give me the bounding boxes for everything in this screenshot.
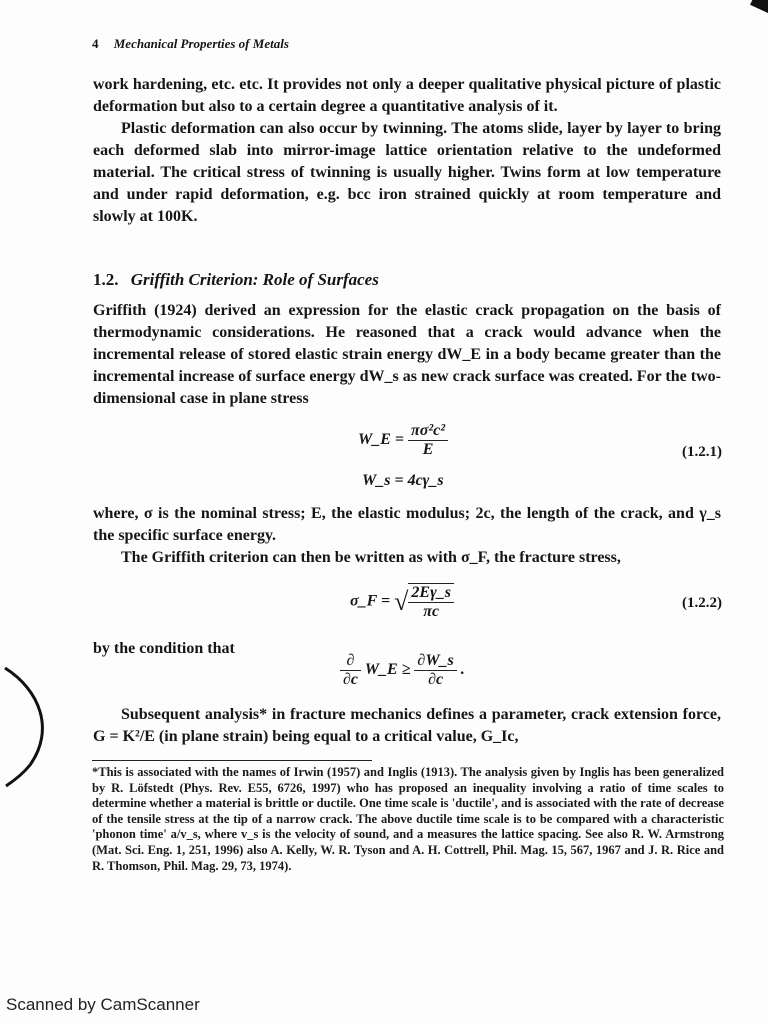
body-text-condition (93, 638, 343, 660)
eq1-numerator: πσ²c² (408, 422, 448, 441)
section-title: Griffith Criterion: Role of Surfaces (130, 270, 379, 289)
eq2-fraction (408, 583, 454, 621)
equation-ws: W_s = 4cγ_s (362, 472, 444, 489)
equation-number-2: (1.2.2) (682, 595, 722, 611)
running-head (92, 36, 289, 52)
paragraph-work-hardening: work hardening, etc. etc. It provides not only a deeper qualitative physical picture of plastic deformation but also to a certain degree a quantitative analysis of it. (93, 76, 721, 115)
eq2-denominator: πc (423, 603, 440, 620)
body-text-top (93, 74, 721, 228)
scanner-watermark: Scanned by CamScanner (6, 995, 200, 1014)
equation-number-1: (1.2.1) (682, 444, 722, 460)
paragraph-condition: by the condition that (93, 640, 235, 657)
eq3-tail: . (460, 661, 465, 679)
body-text-griffith (93, 300, 721, 410)
equation-inequality (340, 652, 465, 689)
section-heading (93, 270, 379, 290)
eq1-denominator: E (422, 441, 434, 458)
paragraph-griffith: Griffith (1924) derived an expression for the elastic crack propagation on the basis of thermodynamic considerations. He reasoned that a crack would advance when the incremental release of stored elastic strain energy dW_E in a body became greater than the incremental increase of surface energy dW_s as new crack surface was created. For the two-dimensional case in plane stress (93, 302, 721, 407)
eq1-fraction (408, 422, 448, 459)
eq3-derivative-left (340, 652, 361, 689)
equation-we (358, 422, 448, 459)
paragraph-subsequent: Subsequent analysis* in fracture mechanics defines a parameter, crack extension force, G = K²/E (in plane strain) being equal to a critical value, G_Ic, (93, 706, 721, 745)
eq3-derivative-right (414, 652, 456, 689)
eq2-numerator: 2Eγ_s (408, 584, 454, 603)
sqrt-sign: √ (394, 587, 409, 616)
eq3-right-num: ∂W_s (414, 652, 456, 671)
section-number: 1.2. (93, 270, 119, 289)
page-number: 4 (92, 36, 99, 51)
eq2-lhs: σ_F = (350, 592, 391, 610)
paragraph-where: where, σ is the nominal stress; E, the elastic modulus; 2c, the length of the crack, and γ_s the specific surface energy. (93, 505, 721, 544)
eq3-right-den: ∂c (428, 671, 444, 688)
body-text-where (93, 503, 721, 569)
body-text-subsequent (93, 704, 721, 748)
binding-curve-mark (0, 660, 60, 790)
running-head-title: Mechanical Properties of Metals (113, 36, 289, 51)
equation-sigma-f (350, 583, 454, 621)
footnote: *This is associated with the names of Irwin (1957) and Inglis (1913). The analysis given by Inglis has been generalized by R. Löfstedt (Phys. Rev. E55, 6726, 1997) who has proposed an inequality involving a ratio of time scales to determine whether a material is brittle or ductile. One time scale is 'ductile', and is associated with the rate of decrease of the tensile stress at the tip of a narrow crack. The above ductile time scale is to be compared with a characteristic 'phonon time' a/v_s, where v_s is the velocity of sound, and a measures the lattice spacing. See also R. W. Armstrong (Mat. Sci. Eng. 1, 251, 1996) also A. Kelly, W. R. Tyson and A. H. Cottrell, Phil. Mag. 15, 567, 1967 and J. R. Rice and R. Thomson, Phil. Mag. 29, 73, 1974). (92, 765, 724, 873)
footnote-rule (92, 760, 372, 761)
scan-corner-mark (750, 0, 768, 14)
eq3-left-num: ∂ (340, 652, 361, 671)
paragraph-twinning: Plastic deformation can also occur by twinning. The atoms slide, layer by layer to bring each deformed slab into mirror-image lattice orientation relative to the undeformed material. The critical stress of twinning is usually higher. Twins form at low temperature and under rapid deformation, e.g. bcc iron strained quickly at room temperature and slowly at 100K. (93, 120, 721, 225)
paragraph-criterion: The Griffith criterion can then be written as with σ_F, the fracture stress, (121, 549, 621, 566)
eq3-left-den: ∂c (343, 671, 359, 688)
eq3-middle: W_E ≥ (364, 661, 411, 679)
eq1-lhs: W_E = (358, 431, 405, 449)
